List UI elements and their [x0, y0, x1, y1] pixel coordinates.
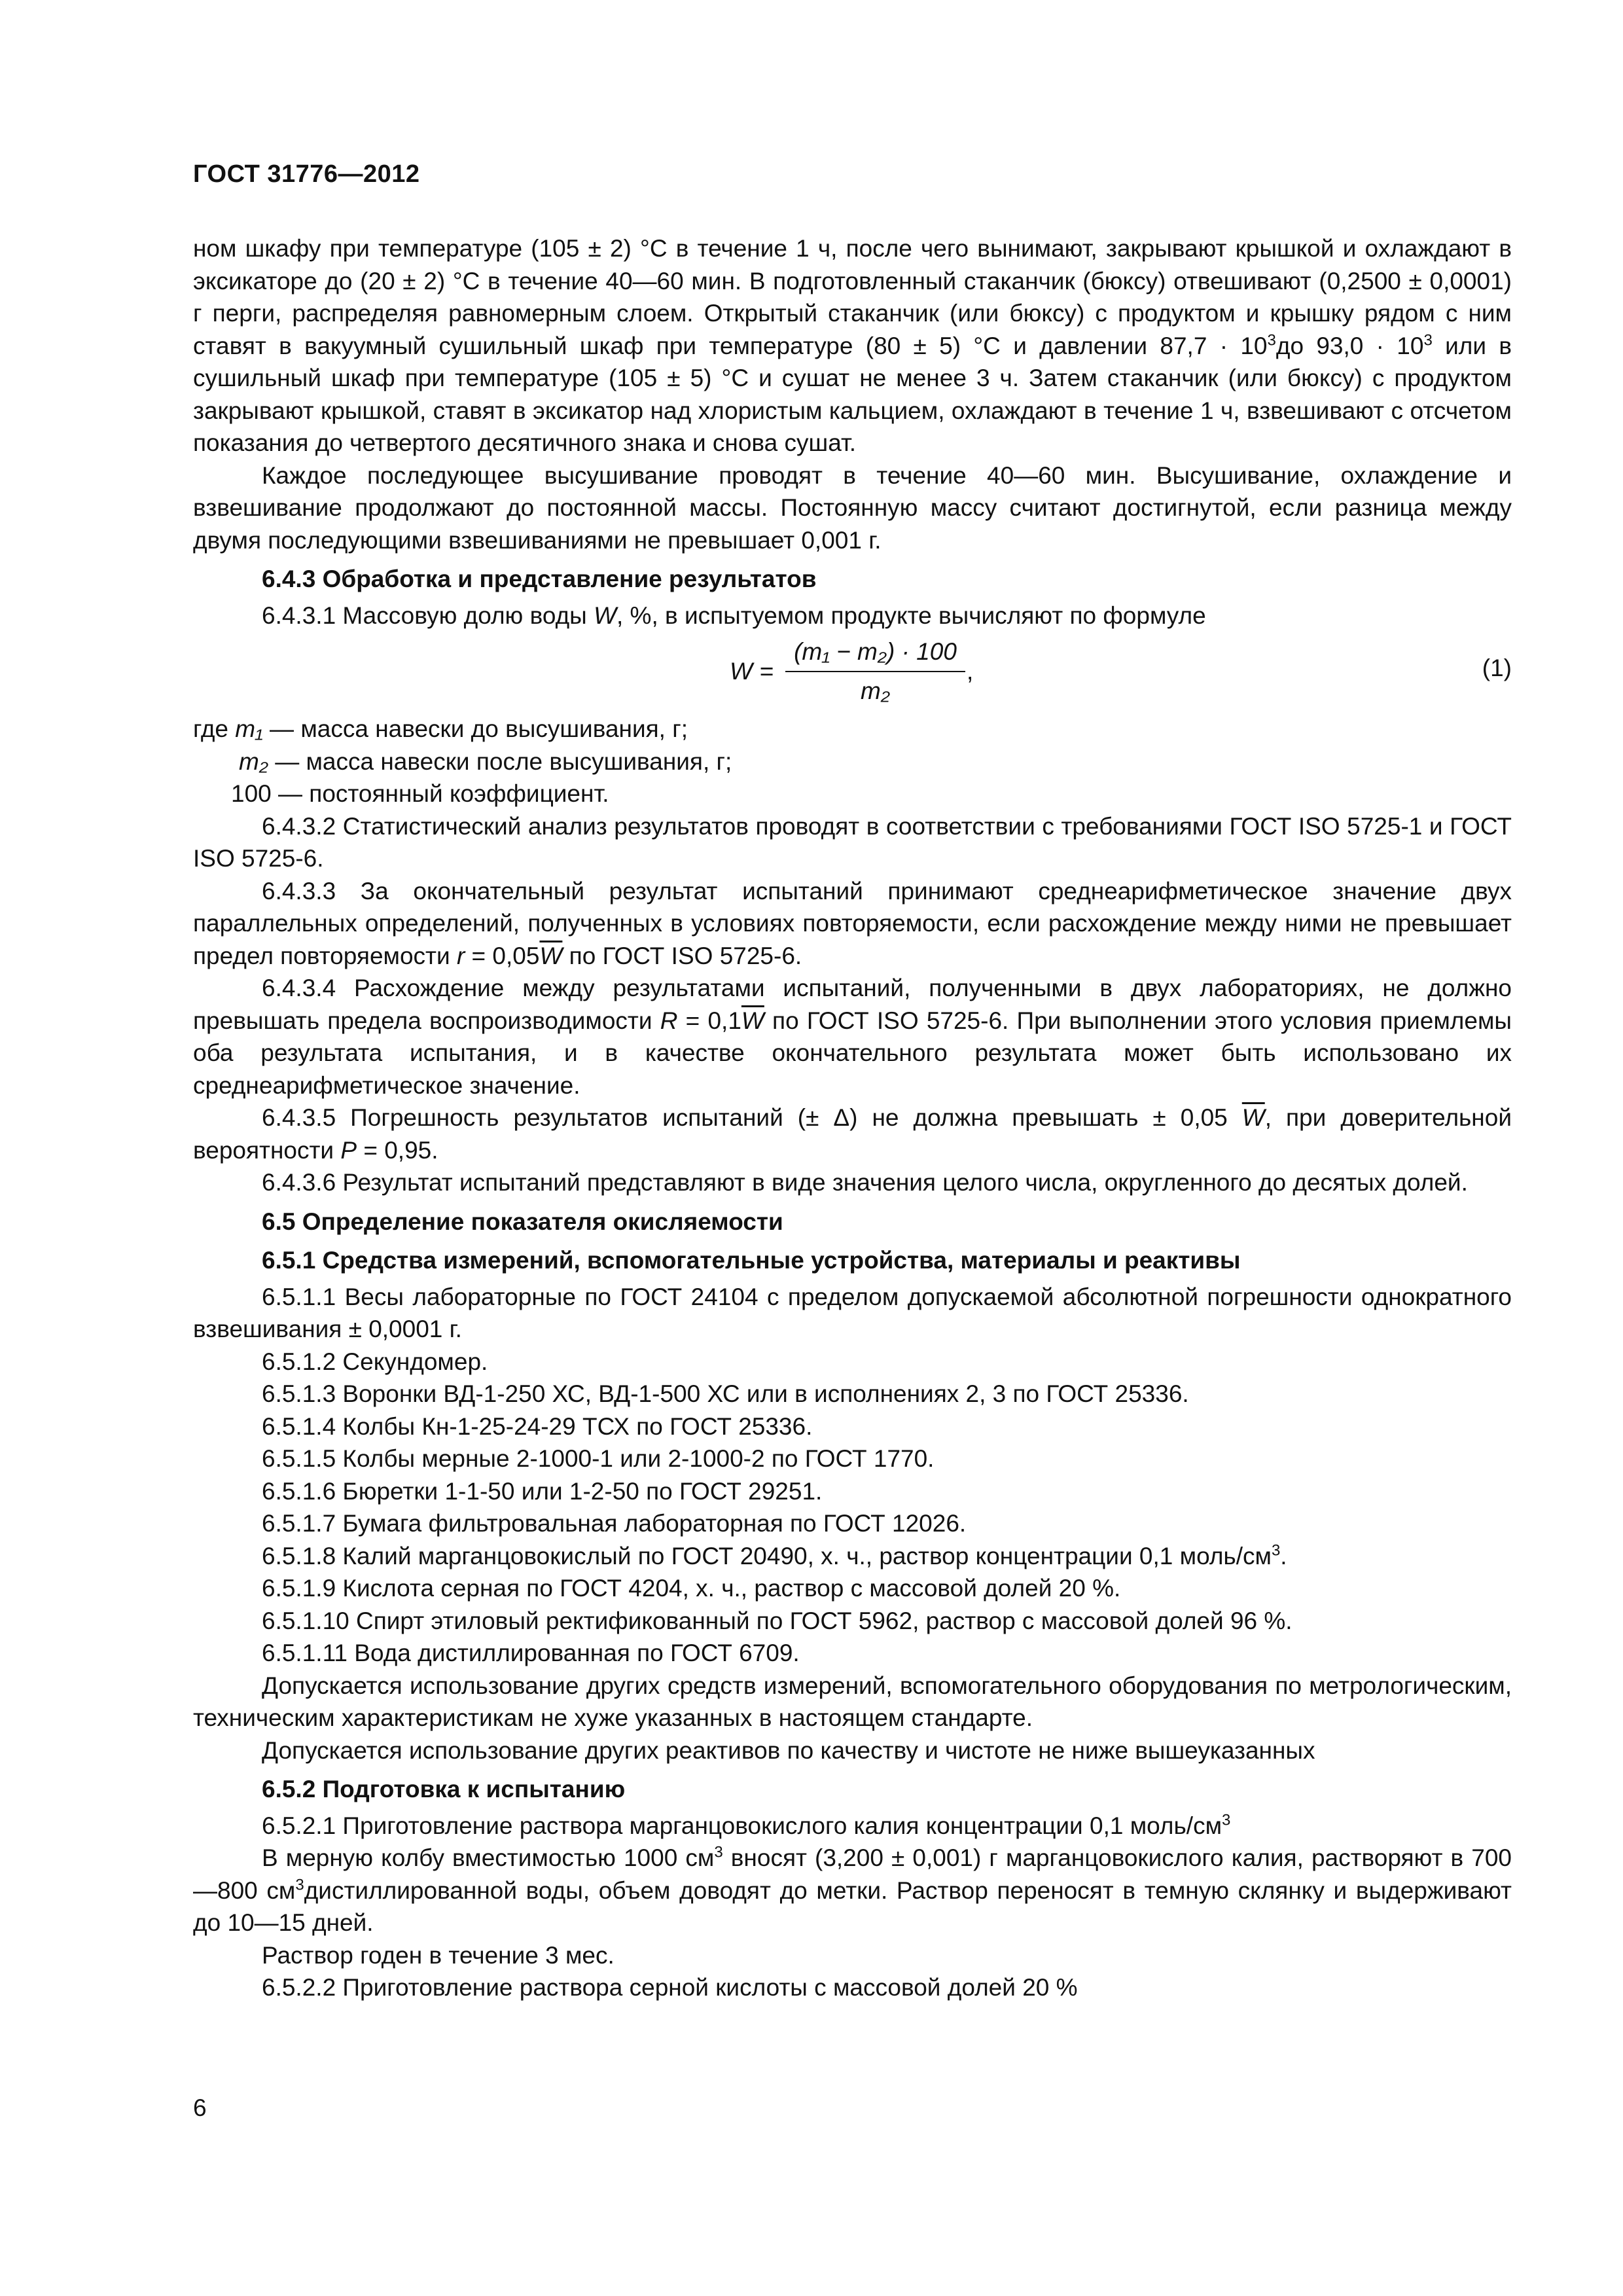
paragraph-shelf-life: Раствор годен в течение 3 мес. — [262, 1941, 615, 1969]
clause-6-4-3-3: 6.4.3.3 За окончательный результат испытаний принимают среднеарифметическое значение двух параллельных определений, полученных в условиях повторяемости, если расхождение между ними не превышает предел повторяемости $r = 0,05\overline{W}$ по ГОСТ ISO 5725-6. — [193, 877, 1512, 969]
paragraph-drying: Каждое последующее высушивание проводят в течение 40—60 мин. Высушивание, охлаждение и взвешивание продолжают до постоянной массы. Постоянную массу считают достигнутой, если разница между двумя последующими взвешиваниями не превышает 0,001 г. — [193, 461, 1512, 554]
paragraph-solution-prep: В мерную колбу вместимостью 1000 $см^3$ вносят (3,200 ± 0,001) г марганцовокислого калия, растворяют в 700—800 $см^3дистиллированной$ воды, объем доводят до метки. Раствор переносят в темную склянку и выдерживают до 10—15 дней. — [193, 1843, 1512, 1936]
formula-fraction — [785, 636, 965, 707]
clause-6-5-1-3: 6.5.1.3 Воронки ВД-1-250 ХС, ВД-1-500 ХС или в исполнениях 2, 3 по ГОСТ 25336. — [262, 1380, 1189, 1407]
clause-6-4-3-6: 6.4.3.6 Результат испытаний представляют в виде значения целого числа, округленного до десятых долей. — [262, 1169, 1468, 1196]
clause-6-5-2-1: 6.5.2.1 Приготовление раствора марганцовокислого калия концентрации 0,1 моль/$см^3$ — [262, 1811, 1231, 1839]
equation-number: (1) — [1482, 655, 1512, 681]
clause-6-4-3-1: 6.4.3.1 Массовую долю воды W, %, в испытуемом продукте вычисляют по формуле — [262, 601, 1206, 629]
where-line-3: 100 — постоянный коэффициент. — [231, 780, 609, 807]
page-number: 6 — [193, 2094, 207, 2121]
clause-6-4-3-4: 6.4.3.4 Расхождение между результатами испытаний, полученными в двух лабораториях, не должно превышать предела воспроизводимости $R = 0,1\overline{W}$ по ГОСТ ISO 5725-6. При выполнении этого условия приемлемы оба результата испытания, и в качестве окончательного результата может быть использовано их среднеарифметическое значение. — [193, 975, 1512, 1099]
clause-6-4-3-5: 6.4.3.5 Погрешность результатов испытаний (± Δ) не должна превышать ± 0,05 $\overline{W}$, при доверительной вероятности P = 0,95. — [193, 1104, 1512, 1164]
clause-6-5-1-7: 6.5.1.7 Бумага фильтровальная лабораторная по ГОСТ 12026. — [262, 1510, 967, 1537]
clause-6-5-1-9: 6.5.1.9 Кислота серная по ГОСТ 4204, х. ч., раствор с массовой долей 20 %. — [262, 1575, 1121, 1602]
paragraph-allow-equipment: Допускается использование других средств измерений, вспомогательного оборудования по метрологическим, техническим характеристикам не хуже указанных в настоящем стандарте. — [193, 1672, 1512, 1731]
clause-6-5-1-2: 6.5.1.2 Секундомер. — [262, 1348, 488, 1375]
section-heading-6-5-1: 6.5.1 Средства измерений, вспомогательные устройства, материалы и реактивы — [262, 1247, 1241, 1274]
clause-6-5-2-2: 6.5.2.2 Приготовление раствора серной кислоты с массовой долей 20 % — [262, 1974, 1078, 2001]
section-heading-6-5: 6.5 Определение показателя окисляемости — [262, 1208, 783, 1235]
clause-6-5-1-8: 6.5.1.8 Калий марганцовокислый по ГОСТ 20490, х. ч., раствор концентрации 0,1 моль/$см^3$. — [262, 1541, 1287, 1570]
section-heading-6-5-2: 6.5.2 Подготовка к испытанию — [262, 1776, 626, 1803]
formula-lhs: W = — [730, 658, 774, 685]
paragraph-allow-reagents: Допускается использование других реактивов по качеству и чистоте не ниже вышеуказанных — [262, 1736, 1315, 1764]
paragraph-continued: ном шкафу при температуре (105 ± 2) °С в течение 1 ч, после чего вынимают, закрывают крышкой и охлаждают в эксикаторе до (20 ± 2) °С в течение 40—60 мин. В подготовленный стаканчик (бюксу) отвешивают (0,2500 ± 0,0001) г перги, распределяя равномерным слоем. Открытый стаканчик (или бюксу) с продуктом и крышку рядом с ним ставят в вакуумный сушильный шкаф при температуре (80 ± 5) °С и давлении $87,7 \cdot 10^3до$ $93,0 \cdot 10^3$ или в сушильный шкаф при температуре (105 ± 5) °С и сушат не менее 3 ч. Затем стаканчик (или бюксу) с продуктом закрывают крышкой, ставят в эксикатор над хлористым кальцием, охлаждают в течение 1 ч, взвешивают с отсчетом показания до четвертого десятичного знака и снова сушат. — [193, 235, 1512, 456]
formula-block: W = $\frac{\text{(m₁ − m₂) · 100}}{\text{m₂}}$ , (1) — [193, 636, 1512, 708]
clause-6-4-3-2: 6.4.3.2 Статистический анализ результатов проводят в соответствии с требованиями ГОСТ ISO 5725-1 и ГОСТ ISO 5725-6. — [193, 812, 1512, 872]
clause-6-5-1-1: 6.5.1.1 Весы лабораторные по ГОСТ 24104 с пределом допускаемой абсолютной погрешности однократного взвешивания ± 0,0001 г. — [193, 1283, 1512, 1342]
formula-numerator: (m₁ − m₂) · 100 — [785, 636, 965, 672]
where-line-1: где m₁ — масса навески до высушивания, г; — [193, 715, 688, 742]
document-body — [193, 232, 1512, 2004]
section-heading-6-4-3: 6.4.3 Обработка и представление результатов — [262, 565, 817, 592]
document-header: ГОСТ 31776—2012 — [193, 160, 420, 188]
formula-denominator: m₂ — [861, 677, 890, 704]
clause-6-5-1-11: 6.5.1.11 Вода дистиллированная по ГОСТ 6709. — [262, 1640, 800, 1666]
clause-6-5-1-4: 6.5.1.4 Колбы Кн-1-25-24-29 ТСХ по ГОСТ 25336. — [262, 1412, 813, 1440]
clause-6-5-1-5: 6.5.1.5 Колбы мерные 2-1000-1 или 2-1000-2 по ГОСТ 1770. — [262, 1445, 935, 1472]
clause-6-5-1-6: 6.5.1.6 Бюретки 1-1-50 или 1-2-50 по ГОСТ 29251. — [262, 1477, 823, 1505]
clause-6-5-1-10: 6.5.1.10 Спирт этиловый ректификованный по ГОСТ 5962, раствор с массовой долей 96 %. — [262, 1607, 1293, 1634]
where-line-2: m₂ — масса навески после высушивания, г; — [239, 747, 732, 775]
